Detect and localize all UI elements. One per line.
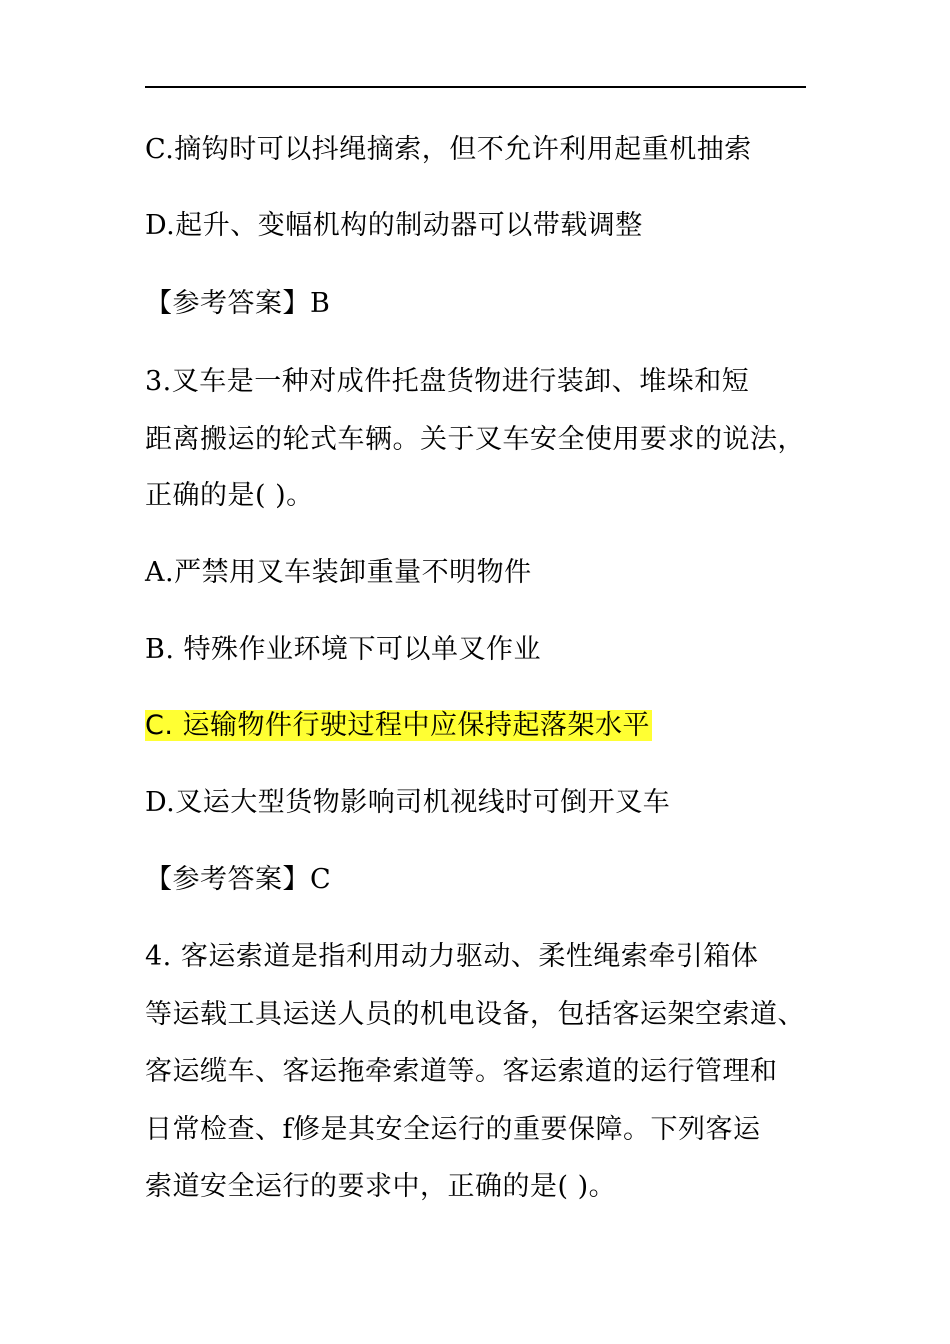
question-4-line-3: 客运缆车、客运拖牵索道等。客运索道的运行管理和 — [145, 1056, 778, 1087]
question-4-line-2: 等运载工具运送人员的机电设备，包括客运架空索道、 — [145, 999, 805, 1030]
answer-q2: 【参考答案】B — [145, 288, 331, 319]
highlighted-answer: C. 运输物件行驶过程中应保持起落架水平 — [145, 710, 651, 741]
option-d-q2: D.起升、变幅机构的制动器可以带载调整 — [145, 210, 643, 241]
question-3-line-3: 正确的是( )。 — [145, 480, 314, 511]
question-4-line-5: 索道安全运行的要求中，正确的是( )。 — [145, 1171, 617, 1202]
top-rule — [145, 86, 806, 88]
answer-q3: 【参考答案】C — [145, 864, 332, 895]
option-c-q2: C.摘钩时可以抖绳摘索，但不允许利用起重机抽索 — [145, 134, 752, 165]
question-3-line-2: 距离搬运的轮式车辆。关于叉车安全使用要求的说法， — [145, 424, 805, 455]
option-c-q3-highlighted — [145, 709, 652, 743]
question-3-line-1: 3.叉车是一种对成件托盘货物进行装卸、堆垛和短 — [145, 366, 750, 397]
question-4-line-4: 日常检查、f修是其安全运行的重要保障。下列客运 — [145, 1114, 761, 1145]
question-4-line-1: 4. 客运索道是指利用动力驱动、柔性绳索牵引箱体 — [145, 941, 759, 972]
option-a-q3: A.严禁用叉车装卸重量不明物件 — [145, 557, 532, 588]
option-d-q3: D.叉运大型货物影响司机视线时可倒开叉车 — [145, 787, 671, 818]
option-b-q3: B. 特殊作业环境下可以单叉作业 — [145, 634, 542, 665]
